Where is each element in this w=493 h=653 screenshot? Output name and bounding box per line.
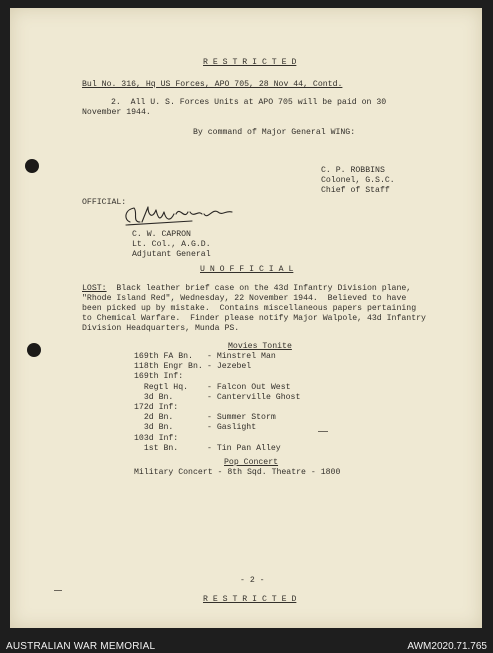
pop-concert-heading: Pop Concert [224,458,279,467]
official-rank: Lt. Col., A.G.D. [132,240,211,249]
movie-title: - Summer Storm [207,413,276,423]
punch-hole [25,159,39,173]
movies-heading: Movies Tonite [228,342,292,351]
archive-footer [0,630,493,653]
movie-unit: 3d Bn. [134,392,174,402]
movie-unit: 1st Bn. [134,443,179,453]
para2-line-1: 2. All U. S. Forces Units at APO 705 will be paid on 30 [111,98,387,107]
handwritten-signature [118,200,238,230]
signatory-title: Chief of Staff [321,186,390,195]
lost-notice-line-5: Division Headquarters, Munda PS. [82,324,240,333]
unofficial-heading: U N O F F I C I A L [200,265,294,274]
lost-notice-line-4: to Chemical Warfare. Finder please notify Major Walpole, 43d Infantry [82,314,426,323]
movie-unit: 169th Inf: [134,372,184,382]
movie-unit: 118th Engr Bn. [134,362,203,372]
lost-notice-line-1: LOST: Black leather brief case on the 43d Infantry Division plane, [82,284,412,293]
signatory-name: C. P. ROBBINS [321,166,385,175]
command-line: By command of Major General WING: [193,128,356,137]
pop-concert-line: Military Concert - 8th Sqd. Theatre - 1800 [134,468,341,477]
official-name: C. W. CAPRON [132,230,191,239]
footer-accession: AWM2020.71.765 [407,641,487,652]
lost-notice-line-2: "Rhode Island Red", Wednesday, 22 November 1944. Believed to have [82,294,407,303]
document-page [10,8,482,628]
footer-institution: AUSTRALIAN WAR MEMORIAL [6,641,156,652]
movie-title: - Gaslight [207,423,257,433]
movie-title: - Tin Pan Alley [207,443,281,453]
movie-unit: 2d Bn. [134,413,174,423]
movie-title: - Falcon Out West [207,382,291,392]
movie-title: - Canterville Ghost [207,392,301,402]
bulletin-line: Bul No. 316, Hq US Forces, APO 705, 28 Nov 44, Contd. [82,80,343,89]
punch-hole [27,343,41,357]
pen-mark [318,431,328,432]
movie-unit: Regtl Hq. [134,382,189,392]
movie-title: - Jezebel [207,362,252,372]
movie-unit: 169th FA Bn. [134,352,193,361]
movie-unit: 103d Inf: [134,433,179,443]
lost-label: LOST: [82,284,107,293]
official-title: Adjutant General [132,250,211,259]
movie-unit: 3d Bn. [134,423,174,433]
official-label: OFFICIAL: [82,198,127,207]
page-number: - 2 - [240,576,265,585]
para2-line-2: November 1944. [82,108,151,117]
signatory-rank: Colonel, G.S.C. [321,176,395,185]
lost-notice-line-3: been picked up by mistake. Contains miscellaneous papers pertaining [82,304,417,313]
pen-mark [54,590,62,591]
movie-unit: 172d Inf: [134,403,179,412]
restricted-heading-bottom: R E S T R I C T E D [203,595,297,604]
restricted-heading-top: R E S T R I C T E D [203,58,297,67]
movie-title: - Minstrel Man [207,352,276,361]
